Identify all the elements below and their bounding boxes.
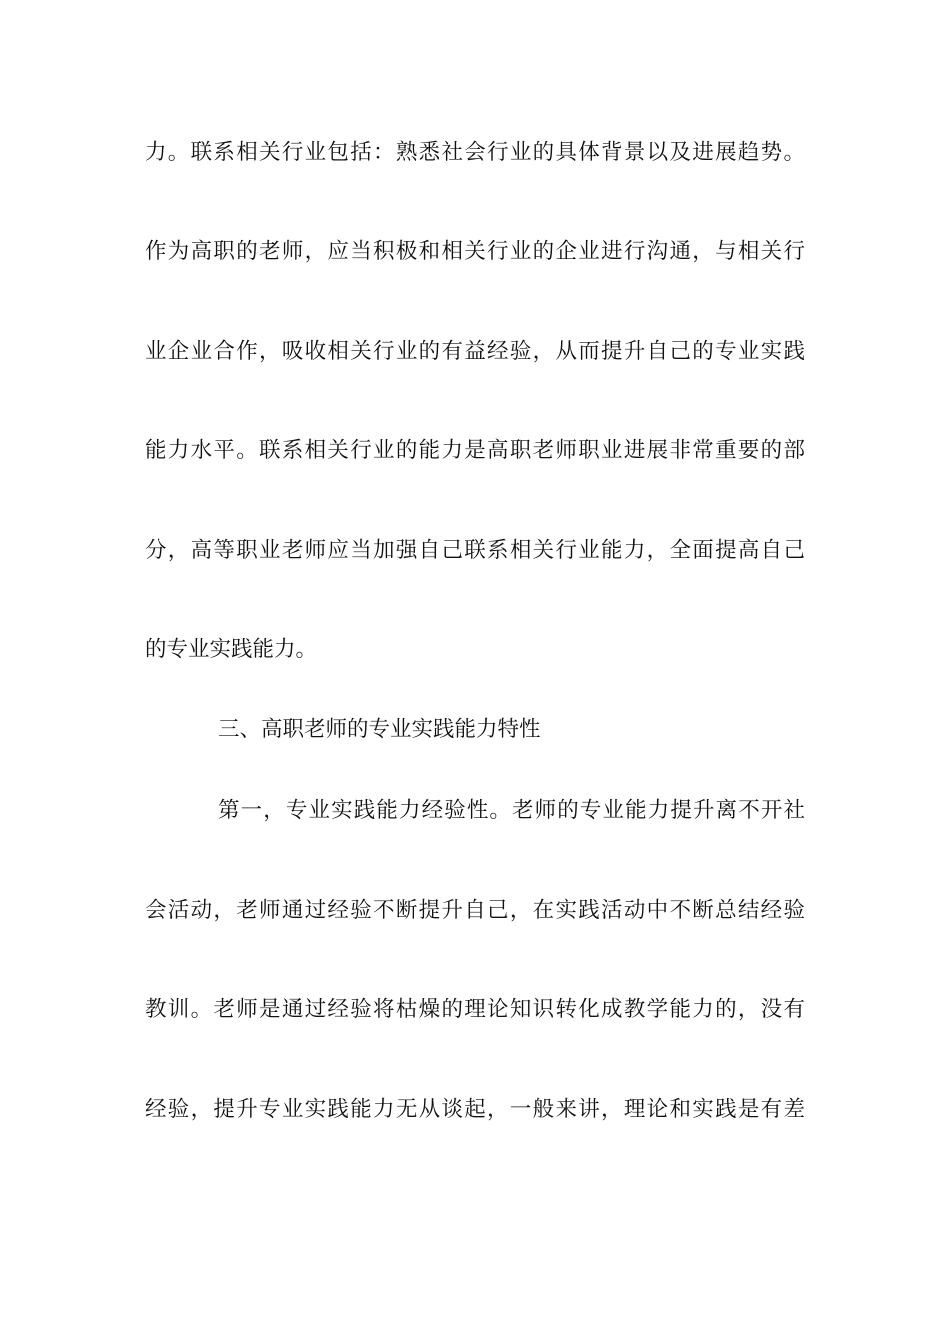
paragraph-line: 能力水平。联系相关行业的能力是高职老师职业进展非常重要的部 xyxy=(145,438,805,463)
paragraph-line: 的专业实践能力。 xyxy=(145,637,318,662)
paragraph-line: 会活动，老师通过经验不断提升自己，在实践活动中不断总结经验 xyxy=(145,898,805,923)
paragraph-line: 第一，专业实践能力经验性。老师的专业能力提升离不开社 xyxy=(218,798,805,823)
paragraph-line: 业企业合作，吸收相关行业的有益经验，从而提升自己的专业实践 xyxy=(145,339,805,364)
paragraph-line: 力。联系相关行业包括：熟悉社会行业的具体背景以及进展趋势。 xyxy=(145,140,805,165)
paragraph-line: 经验，提升专业实践能力无从谈起，一般来讲，理论和实践是有差 xyxy=(145,1097,805,1122)
paragraph-line: 分，高等职业老师应当加强自己联系相关行业能力，全面提高自己 xyxy=(145,538,805,563)
paragraph-line: 作为高职的老师，应当积极和相关行业的企业进行沟通，与相关行 xyxy=(145,239,805,264)
section-heading: 三、高职老师的专业实践能力特性 xyxy=(218,717,541,742)
paragraph-line: 教训。老师是通过经验将枯燥的理论知识转化成教学能力的，没有 xyxy=(145,997,805,1022)
